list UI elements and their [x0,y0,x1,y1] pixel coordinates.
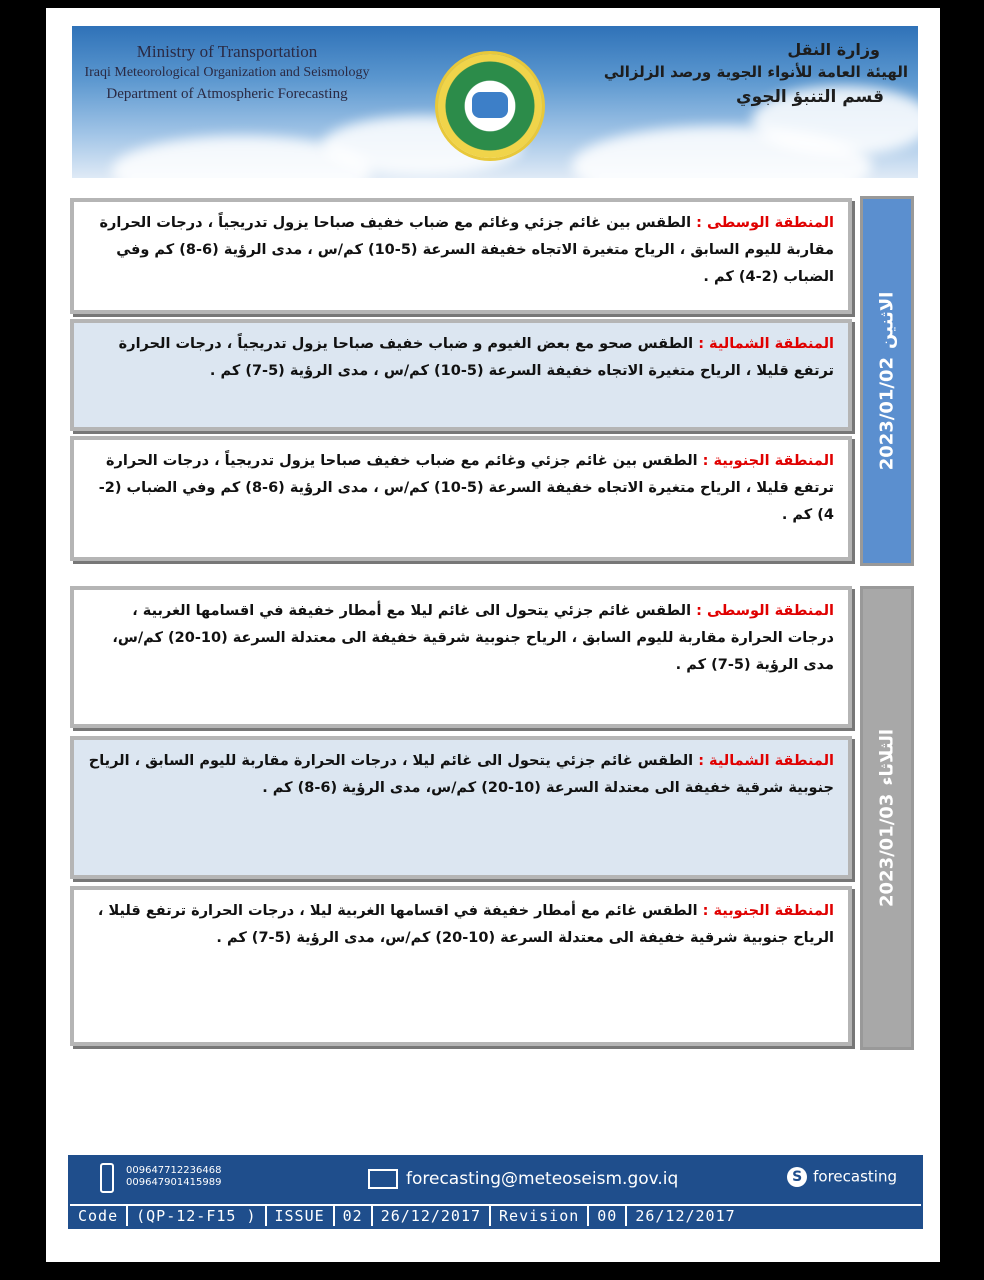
region-label: المنطقة الجنوبية : [702,453,834,469]
english-org-names [82,42,372,103]
day2-date-banner [860,586,914,1050]
organization-name-en: Iraqi Meteorological Organization and Seismology [84,65,370,80]
revision-number: 00 [589,1206,627,1226]
document-control-row [70,1204,921,1226]
phone-numbers [126,1165,221,1189]
organization-logo [438,54,542,158]
day2-central-forecast [70,586,852,728]
issue-label: ISSUE [267,1206,335,1226]
phone-icon [100,1163,114,1193]
email-contact[interactable] [368,1169,678,1189]
code-label: Code [70,1206,128,1226]
date-label: 2023/01/03 [876,793,898,908]
department-name-en: Department of Atmospheric Forecasting [106,86,348,102]
forecast-page [46,8,940,1262]
skype-icon: S [787,1167,807,1187]
revision-date: 26/12/2017 [635,1207,736,1225]
department-name-ar: قسم التنبؤ الجوي [736,87,884,107]
revision-label: Revision [491,1206,589,1226]
page-footer [68,1155,923,1229]
day-label: الثلاثاء [876,728,898,786]
ministry-name-ar: وزارة النقل [787,40,880,59]
day1-central-forecast [70,198,852,314]
organization-name-ar: الهيئة العامة للأنواء الجوية ورصد الزلزالي [603,63,908,81]
region-label: المنطقة الشمالية : [698,336,834,352]
phone-number: 009647712236468 [126,1165,222,1176]
day1-date-banner [860,196,914,566]
region-label: المنطقة الوسطى : [696,215,834,231]
issue-date: 26/12/2017 [373,1206,491,1226]
region-label: المنطقة الوسطى : [696,603,834,619]
skype-handle[interactable]: forecasting [813,1167,897,1186]
envelope-icon [368,1169,398,1189]
ministry-name-en: Ministry of Transportation [136,42,318,61]
skype-contact[interactable] [787,1167,897,1187]
code-value: (QP-12-F15 ) [128,1206,266,1226]
issue-number: 02 [335,1206,373,1226]
day2-north-forecast [70,736,852,879]
phone-number: 009647901415989 [126,1177,222,1188]
forecast-text: الطقس بين غائم جزئي وغائم مع ضباب خفيف صباحا يزول تدريجياً ، درجات الحرارة ترتفع قليلا ، الرياح متغيرة الاتجاه خفيفة السرعة (5-10) كم/س ، مدى الرؤية (6-8) كم وفي الضباب (2-4) كم . [98,453,834,523]
letterhead-banner [72,26,918,178]
forecast-text: الطقس بين غائم جزئي وغائم مع ضباب خفيف صباحا يزول تدريجياً ، درجات الحرارة مقاربة لليوم السابق ، الرياح متغيرة الاتجاه خفيفة السرعة (5-10) كم/س ، مدى الرؤية (6-8) كم وفي الضباب (2-4) كم . [99,215,834,285]
email-address[interactable]: forecasting@meteoseism.gov.iq [406,1169,679,1189]
arabic-org-names [578,40,908,107]
forecast-text: الطقس صحو مع بعض الغيوم و ضباب خفيف صباحا يزول تدريجياً ، درجات الحرارة ترتفع قليلا ، الرياح متغيرة الاتجاه خفيفة السرعة (5-10) كم/س ، مدى الرؤية (5-7) كم . [118,336,834,379]
forecast-text: الطقس غائم مع أمطار خفيفة في اقسامها الغربية ليلا ، درجات الحرارة ترتفع قليلا ، الرياح جنوبية شرقية خفيفة الى معتدلة السرعة (10-20) كم/س، مدى الرؤية (5-7) كم . [97,903,834,946]
region-label: المنطقة الشمالية : [698,753,834,769]
day1-north-forecast [70,319,852,431]
region-label: المنطقة الجنوبية : [702,903,834,919]
forecast-text: الطقس غائم جزئي يتحول الى غائم ليلا مع أمطار خفيفة في اقسامها الغربية ، درجات الحرارة مقاربة لليوم السابق ، الرياح جنوبية شرقية خفيفة الى معتدلة السرعة (10-20) كم/س، مدى الرؤية (5-7) كم . [112,603,834,673]
day-label: الاثنين [876,291,898,349]
forecast-text: الطقس غائم جزئي يتحول الى غائم ليلا ، درجات الحرارة مقاربة لليوم السابق ، الرياح جنوبية شرقية خفيفة الى معتدلة السرعة (10-20) كم/س، مدى الرؤية (6-8) كم . [88,753,834,796]
day2-south-forecast [70,886,852,1046]
day1-south-forecast [70,436,852,561]
date-label: 2023/01/02 [876,356,898,471]
